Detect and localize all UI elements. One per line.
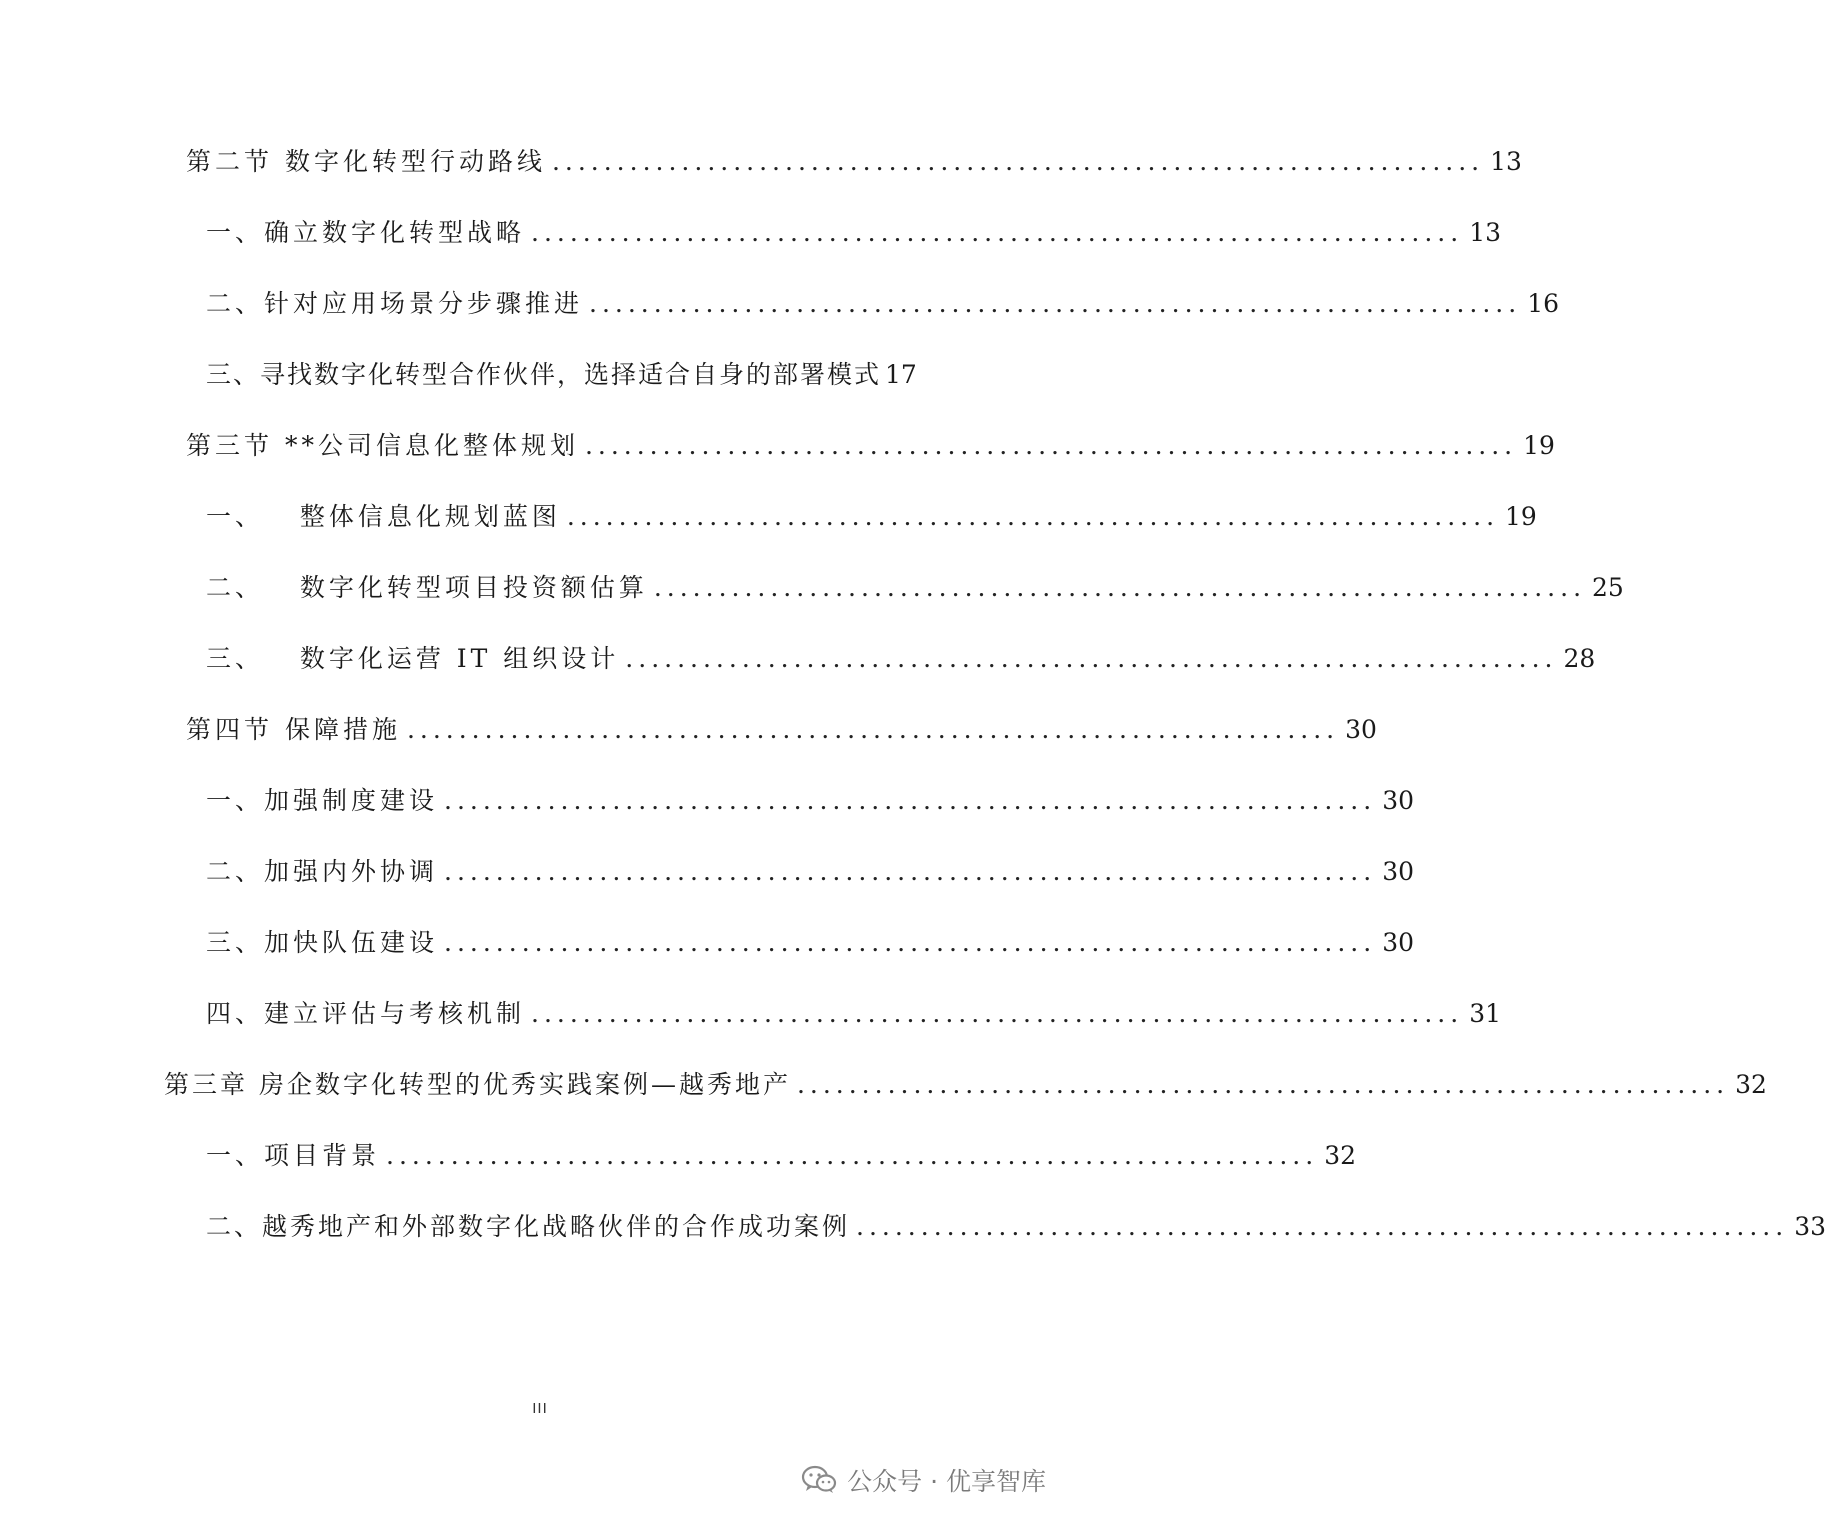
toc-entry[interactable] — [206, 852, 1414, 892]
toc-entry[interactable] — [206, 284, 1559, 324]
toc-entry-page: 19 — [1505, 502, 1537, 531]
toc-entry-label: 二、加强内外协调 — [206, 857, 439, 886]
toc-entry[interactable] — [186, 710, 1377, 750]
toc-leader-dots: ........................................................................ — [856, 1212, 1789, 1241]
wechat-icon — [801, 1465, 837, 1495]
toc-leader-dots: ........................................................................ — [406, 715, 1340, 744]
toc-entry[interactable] — [206, 1136, 1356, 1176]
toc-leader-dots: ........................................................................ — [531, 999, 1464, 1028]
toc-entry-page: 30 — [1382, 928, 1414, 957]
toc-entry-label: 二、针对应用场景分步骤推进 — [206, 289, 584, 318]
toc-entry-label: 一、确立数字化转型战略 — [206, 218, 526, 247]
toc-entry[interactable] — [206, 639, 1596, 679]
toc-entry-page: 16 — [1527, 289, 1559, 318]
toc-entry-page: 32 — [1735, 1070, 1767, 1099]
toc-entry-label: 二、 数字化转型项目投资额估算 — [206, 573, 648, 602]
toc-entry-page: 13 — [1469, 218, 1501, 247]
toc-leader-dots: ........................................................................ — [386, 1141, 1319, 1170]
toc-entry-label: 一、 整体信息化规划蓝图 — [206, 502, 561, 531]
toc-entry[interactable] — [164, 1065, 1767, 1105]
watermark — [801, 1462, 1046, 1498]
toc-entry[interactable] — [206, 994, 1501, 1034]
toc-entry[interactable] — [206, 497, 1537, 537]
toc-entry-label: 一、加强制度建设 — [206, 786, 439, 815]
toc-leader-dots: ........................................................................ — [551, 147, 1485, 176]
toc-entry[interactable] — [186, 426, 1555, 466]
toc-entry-label: 一、项目背景 — [206, 1141, 381, 1170]
toc-entry-page: 30 — [1382, 786, 1414, 815]
page-number: III — [532, 1400, 548, 1417]
toc-entry[interactable] — [206, 355, 917, 395]
toc-leader-dots: ........................................................................ — [444, 928, 1377, 957]
toc-entry-page: 30 — [1382, 857, 1414, 886]
toc-entry-label: 三、加快队伍建设 — [206, 928, 439, 957]
toc-entry-page: 19 — [1523, 431, 1555, 460]
toc-entry-label: 第三节 **公司信息化整体规划 — [186, 431, 579, 460]
toc-entry-label: 第三章 房企数字化转型的优秀实践案例—越秀地产 — [164, 1070, 791, 1099]
toc-entry-label: 第四节 保障措施 — [186, 715, 401, 744]
toc-entry-label: 第二节 数字化转型行动路线 — [186, 147, 546, 176]
toc-entry-page: 31 — [1469, 999, 1501, 1028]
toc-leader-dots: ........................................................................ — [653, 573, 1587, 602]
toc-entry-page: 13 — [1490, 147, 1522, 176]
toc-entry-label: 四、建立评估与考核机制 — [206, 999, 526, 1028]
toc-entry-label: 三、 数字化运营 IT 组织设计 — [206, 644, 620, 673]
toc-leader-dots: ........................................................................ — [625, 644, 1558, 673]
toc-entry[interactable] — [206, 923, 1414, 963]
toc-entry[interactable] — [206, 213, 1501, 253]
watermark-text: 公众号 · 优享智库 — [847, 1467, 1046, 1496]
toc-entry[interactable] — [206, 781, 1414, 821]
toc-entry-label: 三、寻找数字化转型合作伙伴，选择适合自身的部署模式 — [206, 360, 882, 389]
toc-leader-dots: ........................................................................ — [796, 1070, 1730, 1099]
toc-entry-page: 33 — [1794, 1212, 1826, 1241]
toc-leader-dots: ........................................................................ — [584, 431, 1518, 460]
toc-leader-dots: ........................................................................ — [589, 289, 1522, 318]
toc-entry[interactable] — [206, 1207, 1826, 1247]
toc-entry[interactable] — [206, 568, 1624, 608]
toc-entry-page: 28 — [1563, 644, 1596, 673]
toc-leader-dots: ........................................................................ — [444, 857, 1377, 886]
toc-entry-page: 30 — [1345, 715, 1377, 744]
toc-entry[interactable] — [186, 142, 1522, 182]
toc-entry-label: 二、越秀地产和外部数字化战略伙伴的合作成功案例 — [206, 1212, 851, 1241]
toc-leader-dots: ........................................................................ — [531, 218, 1464, 247]
toc-entry-page: 32 — [1324, 1141, 1356, 1170]
toc-entry-page: 25 — [1592, 573, 1624, 602]
toc-leader-dots: ........................................................................ — [566, 502, 1500, 531]
toc-leader-dots: ........................................................................ — [444, 786, 1377, 815]
toc-entry-page: 17 — [885, 360, 917, 389]
